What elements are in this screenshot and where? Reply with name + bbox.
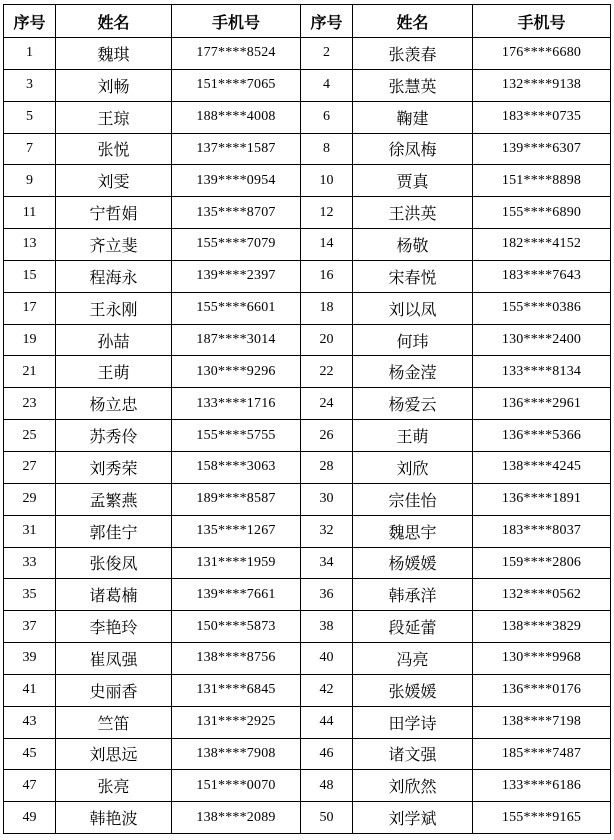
row-name: 王永刚: [56, 292, 172, 324]
row-phone: 135****8707: [172, 197, 301, 229]
row-name: 刘欣然: [353, 770, 473, 802]
row-index: 31: [4, 515, 56, 547]
row-phone: 138****3829: [473, 611, 611, 643]
row-name: 宁哲娟: [56, 197, 172, 229]
row-phone: 132****9138: [473, 69, 611, 101]
row-index: 5: [4, 101, 56, 133]
row-phone: 138****4245: [473, 451, 611, 483]
row-phone: 155****6890: [473, 197, 611, 229]
row-name: 杨敬: [353, 229, 473, 261]
row-name: 杨立忠: [56, 388, 172, 420]
table-body: [4, 38, 611, 834]
row-name: 崔凤强: [56, 643, 172, 675]
header-phone: 手机号: [473, 5, 611, 38]
row-phone: 159****2806: [473, 547, 611, 579]
row-phone: 136****5366: [473, 420, 611, 452]
row-phone: 135****1267: [172, 515, 301, 547]
row-name: 刘思远: [56, 738, 172, 770]
header-row: [4, 5, 611, 38]
row-phone: 151****7065: [172, 69, 301, 101]
row-phone: 139****7661: [172, 579, 301, 611]
row-name: 鞠建: [353, 101, 473, 133]
row-phone: 137****1587: [172, 133, 301, 165]
row-index: 4: [301, 69, 353, 101]
table-row: [4, 611, 611, 643]
row-name: 刘雯: [56, 165, 172, 197]
row-phone: 155****6601: [172, 292, 301, 324]
row-name: 张慧英: [353, 69, 473, 101]
table-row: [4, 802, 611, 834]
row-index: 30: [301, 483, 353, 515]
row-index: 10: [301, 165, 353, 197]
row-index: 41: [4, 674, 56, 706]
row-name: 张亮: [56, 770, 172, 802]
contact-table: [3, 4, 611, 834]
row-index: 39: [4, 643, 56, 675]
row-phone: 151****0070: [172, 770, 301, 802]
row-phone: 138****8756: [172, 643, 301, 675]
table-row: [4, 674, 611, 706]
row-name: 韩艳波: [56, 802, 172, 834]
row-name: 刘畅: [56, 69, 172, 101]
row-phone: 150****5873: [172, 611, 301, 643]
row-name: 竺笛: [56, 706, 172, 738]
row-index: 48: [301, 770, 353, 802]
row-phone: 131****6845: [172, 674, 301, 706]
row-index: 22: [301, 356, 353, 388]
row-name: 徐凤梅: [353, 133, 473, 165]
row-phone: 138****2089: [172, 802, 301, 834]
row-index: 34: [301, 547, 353, 579]
row-index: 27: [4, 451, 56, 483]
table-row: [4, 738, 611, 770]
table-row: [4, 547, 611, 579]
row-name: 孙喆: [56, 324, 172, 356]
row-name: 刘以凤: [353, 292, 473, 324]
row-index: 3: [4, 69, 56, 101]
header-name: 姓名: [56, 5, 172, 38]
row-index: 23: [4, 388, 56, 420]
row-name: 杨爱云: [353, 388, 473, 420]
row-index: 46: [301, 738, 353, 770]
row-phone: 155****0386: [473, 292, 611, 324]
row-index: 28: [301, 451, 353, 483]
row-name: 刘学斌: [353, 802, 473, 834]
row-index: 13: [4, 229, 56, 261]
row-phone: 182****4152: [473, 229, 611, 261]
row-name: 刘欣: [353, 451, 473, 483]
row-name: 宋春悦: [353, 260, 473, 292]
row-phone: 136****0176: [473, 674, 611, 706]
row-index: 44: [301, 706, 353, 738]
row-phone: 151****8898: [473, 165, 611, 197]
table-row: [4, 133, 611, 165]
row-name: 何玮: [353, 324, 473, 356]
row-index: 24: [301, 388, 353, 420]
table-row: [4, 101, 611, 133]
row-index: 35: [4, 579, 56, 611]
row-phone: 139****2397: [172, 260, 301, 292]
row-phone: 136****2961: [473, 388, 611, 420]
row-name: 王洪英: [353, 197, 473, 229]
row-index: 32: [301, 515, 353, 547]
row-phone: 189****8587: [172, 483, 301, 515]
table-row: [4, 197, 611, 229]
row-phone: 131****1959: [172, 547, 301, 579]
row-index: 9: [4, 165, 56, 197]
table-row: [4, 292, 611, 324]
table-row: [4, 356, 611, 388]
row-index: 12: [301, 197, 353, 229]
row-index: 29: [4, 483, 56, 515]
table-row: [4, 770, 611, 802]
row-phone: 185****7487: [473, 738, 611, 770]
row-name: 冯亮: [353, 643, 473, 675]
row-index: 49: [4, 802, 56, 834]
row-name: 田学诗: [353, 706, 473, 738]
row-name: 魏琪: [56, 38, 172, 70]
row-phone: 183****8037: [473, 515, 611, 547]
row-phone: 188****4008: [172, 101, 301, 133]
row-name: 诸文强: [353, 738, 473, 770]
row-index: 47: [4, 770, 56, 802]
row-name: 张悦: [56, 133, 172, 165]
table-row: [4, 324, 611, 356]
row-index: 17: [4, 292, 56, 324]
row-index: 2: [301, 38, 353, 70]
header-name: 姓名: [353, 5, 473, 38]
row-index: 6: [301, 101, 353, 133]
row-name: 苏秀伶: [56, 420, 172, 452]
row-index: 19: [4, 324, 56, 356]
header-index: 序号: [301, 5, 353, 38]
row-index: 11: [4, 197, 56, 229]
row-name: 张媛媛: [353, 674, 473, 706]
table-row: [4, 38, 611, 70]
row-index: 18: [301, 292, 353, 324]
row-index: 42: [301, 674, 353, 706]
row-phone: 133****8134: [473, 356, 611, 388]
row-phone: 130****2400: [473, 324, 611, 356]
row-index: 8: [301, 133, 353, 165]
row-index: 37: [4, 611, 56, 643]
row-phone: 155****5755: [172, 420, 301, 452]
table-row: [4, 420, 611, 452]
table-row: [4, 515, 611, 547]
row-phone: 176****6680: [473, 38, 611, 70]
row-phone: 183****0735: [473, 101, 611, 133]
row-name: 宗佳怡: [353, 483, 473, 515]
table-row: [4, 260, 611, 292]
row-index: 21: [4, 356, 56, 388]
table-row: [4, 388, 611, 420]
row-phone: 131****2925: [172, 706, 301, 738]
row-phone: 136****1891: [473, 483, 611, 515]
row-name: 杨媛媛: [353, 547, 473, 579]
row-index: 36: [301, 579, 353, 611]
row-phone: 138****7198: [473, 706, 611, 738]
header-phone: 手机号: [172, 5, 301, 38]
row-index: 38: [301, 611, 353, 643]
row-index: 26: [301, 420, 353, 452]
row-phone: 132****0562: [473, 579, 611, 611]
row-phone: 155****9165: [473, 802, 611, 834]
row-phone: 138****7908: [172, 738, 301, 770]
row-name: 程海永: [56, 260, 172, 292]
row-index: 43: [4, 706, 56, 738]
row-index: 1: [4, 38, 56, 70]
row-name: 张俊凤: [56, 547, 172, 579]
row-phone: 133****1716: [172, 388, 301, 420]
row-index: 25: [4, 420, 56, 452]
row-index: 15: [4, 260, 56, 292]
row-phone: 139****0954: [172, 165, 301, 197]
row-phone: 130****9296: [172, 356, 301, 388]
row-phone: 155****7079: [172, 229, 301, 261]
row-phone: 187****3014: [172, 324, 301, 356]
row-index: 14: [301, 229, 353, 261]
row-name: 贾真: [353, 165, 473, 197]
table-row: [4, 706, 611, 738]
row-name: 张羡春: [353, 38, 473, 70]
row-name: 诸葛楠: [56, 579, 172, 611]
row-name: 王萌: [56, 356, 172, 388]
table-row: [4, 483, 611, 515]
row-index: 40: [301, 643, 353, 675]
table-row: [4, 69, 611, 101]
row-phone: 158****3063: [172, 451, 301, 483]
row-name: 王琼: [56, 101, 172, 133]
table-row: [4, 643, 611, 675]
row-name: 郭佳宁: [56, 515, 172, 547]
row-name: 韩承洋: [353, 579, 473, 611]
table-row: [4, 165, 611, 197]
header-index: 序号: [4, 5, 56, 38]
table-row: [4, 579, 611, 611]
row-index: 33: [4, 547, 56, 579]
table-row: [4, 451, 611, 483]
row-name: 刘秀荣: [56, 451, 172, 483]
row-phone: 139****6307: [473, 133, 611, 165]
row-name: 李艳玲: [56, 611, 172, 643]
row-name: 魏思宇: [353, 515, 473, 547]
row-phone: 183****7643: [473, 260, 611, 292]
row-index: 20: [301, 324, 353, 356]
row-index: 45: [4, 738, 56, 770]
row-phone: 177****8524: [172, 38, 301, 70]
row-index: 7: [4, 133, 56, 165]
row-index: 16: [301, 260, 353, 292]
row-phone: 133****6186: [473, 770, 611, 802]
row-name: 王萌: [353, 420, 473, 452]
row-name: 齐立斐: [56, 229, 172, 261]
row-index: 50: [301, 802, 353, 834]
row-name: 杨金滢: [353, 356, 473, 388]
row-name: 段延蕾: [353, 611, 473, 643]
row-name: 史丽香: [56, 674, 172, 706]
row-phone: 130****9968: [473, 643, 611, 675]
row-name: 孟繁燕: [56, 483, 172, 515]
table-row: [4, 229, 611, 261]
